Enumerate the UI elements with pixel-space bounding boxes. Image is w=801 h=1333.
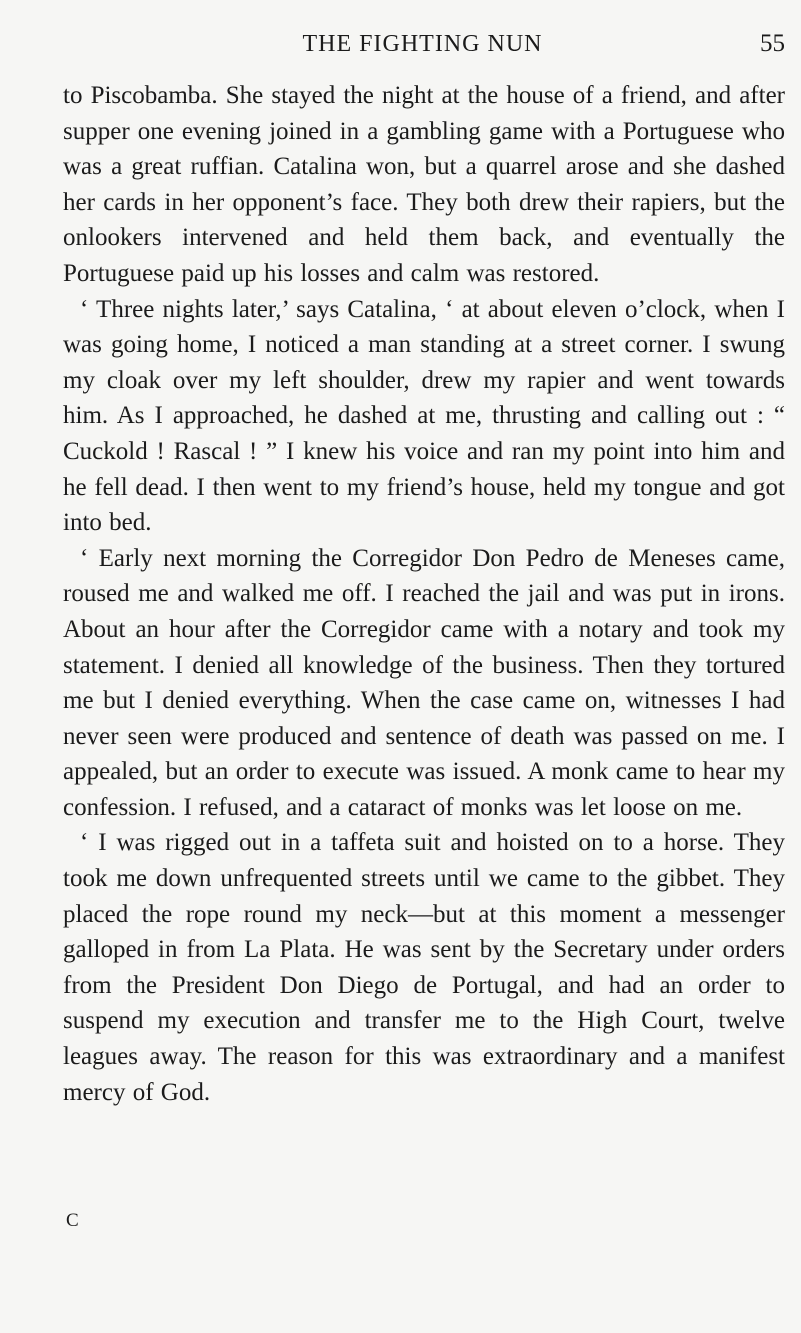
page-number: 55 — [760, 30, 785, 57]
body-text — [63, 78, 785, 1110]
paragraph-1: to Piscobamba. She stayed the night at the house of a friend, and after supper one evening joined in a gambling game with a Portuguese who was a great ruffian. Catalina won, but a quarrel arose and she dashed her cards in her opponent’s face. They both drew their rapiers, but the onlookers intervened and held them back, and eventually the Portuguese paid up his losses and calm was restored. — [63, 82, 785, 287]
running-head — [60, 24, 785, 64]
signature-mark: C — [66, 1210, 79, 1231]
paragraph-2: ‘ Three nights later,’ says Catalina, ‘ at about eleven o’clock, when I was going home, I noticed a man standing at a street corner. I swung my cloak over my left shoulder, drew my rapier and went towards him. As I approached, he dashed at me, thrusting and calling out : “ Cuckold ! Rascal ! ” I knew his voice and ran my point into him and he fell dead. I then went to my friend’s house, held my tongue and got into bed. — [63, 295, 785, 537]
paragraph-3: ‘ Early next morning the Corregidor Don Pedro de Meneses came, roused me and walked me off. I reached the jail and was put in irons. About an hour after the Corregidor came with a notary and took my statement. I denied all knowledge of the business. Then they tortured me but I denied everything. When the case came on, witnesses I had never seen were produced and sentence of death was passed on me. I appealed, but an order to execute was issued. A monk came to hear my confession. I refused, and a cataract of monks was let loose on me. — [63, 544, 785, 821]
paragraph-4: ‘ I was rigged out in a taffeta suit and hoisted on to a horse. They took me down unfrequented streets until we came to the gibbet. They placed the rope round my neck—but at this moment a messenger galloped in from La Plata. He was sent by the Secretary under orders from the President Don Diego de Portugal, and had an order to suspend my execution and transfer me to the High Court, twelve leagues away. The reason for this was extraordinary and a manifest mercy of God. — [63, 829, 785, 1106]
running-title: THE FIGHTING NUN — [302, 31, 543, 57]
